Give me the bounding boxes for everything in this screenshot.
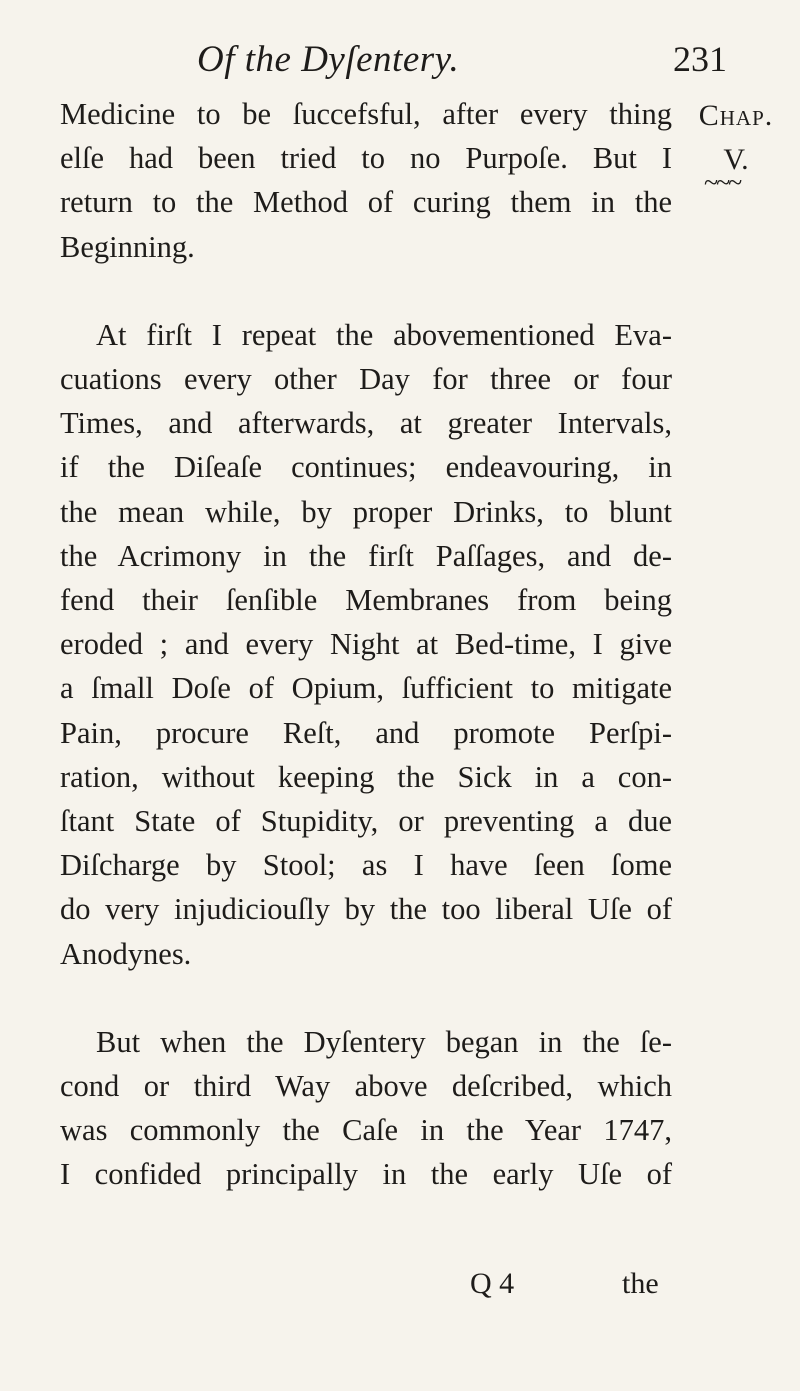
ornament-icon: ~~~ — [704, 168, 741, 197]
text-line: ration, without keeping the Sick in a con- — [60, 759, 672, 794]
chapter-label: Chap. — [698, 99, 774, 132]
text-line: return to the Method of curing them in the — [60, 185, 672, 220]
text-line: Times, and afterwards, at greater Intervals, — [60, 406, 672, 441]
text-line: cond or third Way above deſcribed, which — [60, 1069, 672, 1104]
text-line: Beginning. — [60, 229, 195, 264]
text-line: fend their ſenſible Membranes from being — [60, 583, 672, 618]
text-line: I confided principally in the early Uſe of — [60, 1157, 672, 1192]
text-line: was commonly the Caſe in the Year 1747, — [60, 1113, 672, 1148]
text-line: Medicine to be ſuccefsful, after every thing — [60, 97, 672, 131]
text-line: if the Diſeaſe continues; endeavouring, in — [60, 450, 672, 485]
body-text — [60, 92, 672, 1197]
signature-mark: Q 4 — [470, 1267, 515, 1300]
text-line: At firſt I repeat the abovementioned Eva- — [96, 317, 672, 352]
running-head — [0, 38, 800, 82]
text-line: Anodynes. — [60, 936, 192, 971]
text-line: But when the Dyſentery began in the ſe- — [96, 1024, 672, 1059]
text-line: eroded ; and every Night at Bed-time, I give — [60, 627, 672, 662]
page-number: 231 — [673, 39, 727, 79]
text-line: do very injudiciouſly by the too liberal Uſe of — [60, 892, 672, 927]
catchline — [0, 1267, 800, 1311]
catchword: the — [622, 1267, 659, 1300]
text-line: elſe had been tried to no Purpoſe. But I — [60, 141, 672, 176]
text-line: the mean while, by proper Drinks, to blunt — [60, 494, 672, 529]
text-line: the Acrimony in the firſt Paſſages, and de- — [60, 538, 672, 573]
text-line: a ſmall Doſe of Opium, ſufficient to mitigate — [60, 671, 672, 706]
text-line: cuations every other Day for three or four — [60, 362, 672, 397]
text-line: Pain, procure Reſt, and promote Perſpi- — [60, 715, 672, 750]
paragraph-gap — [60, 269, 672, 313]
chapter-number: V. — [723, 143, 749, 176]
running-title: Of the Dyſentery. — [197, 39, 460, 80]
text-line: Diſcharge by Stool; as I have ſeen ſome — [60, 848, 672, 883]
text-line: ſtant State of Stupidity, or preventing a due — [60, 804, 672, 839]
paragraph-gap — [60, 976, 672, 1020]
